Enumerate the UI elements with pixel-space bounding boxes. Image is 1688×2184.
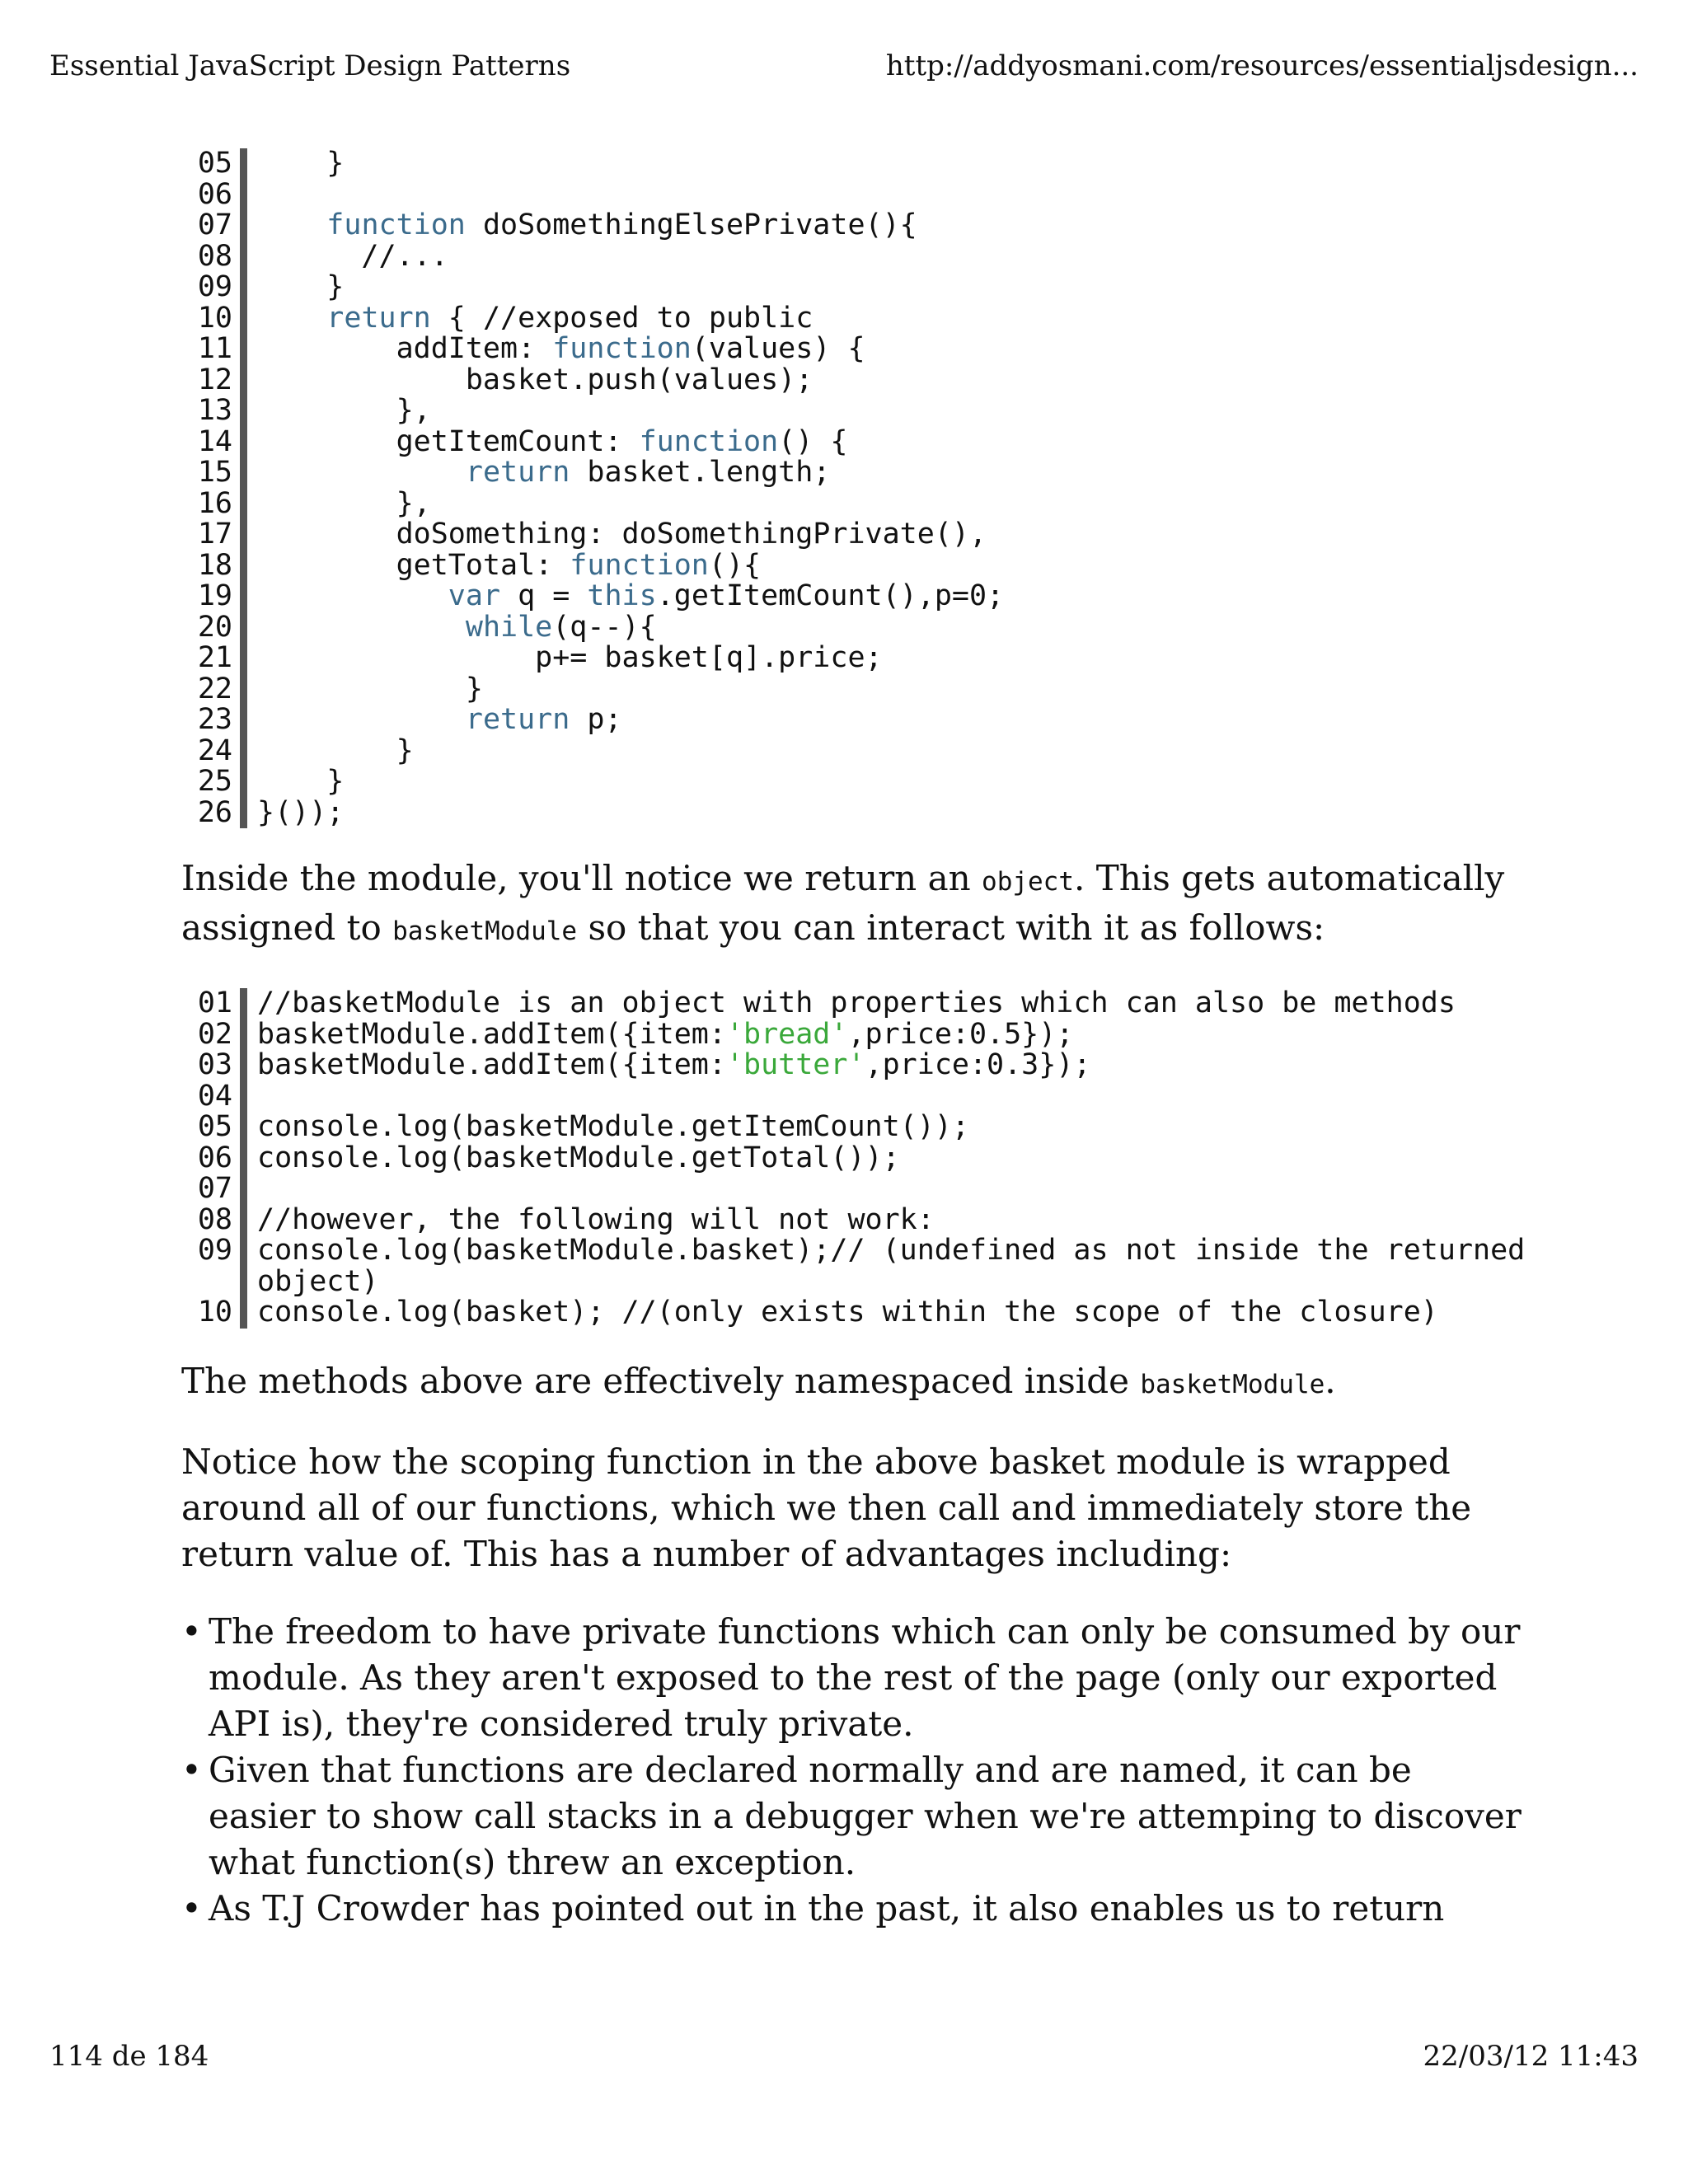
code-token: } <box>257 765 345 798</box>
gutter-bar <box>240 1112 247 1143</box>
code-text <box>257 1297 1438 1329</box>
code-text <box>257 486 431 520</box>
gutter-bar <box>240 612 247 644</box>
code-token: }, <box>257 394 431 427</box>
code-text <box>257 1081 274 1113</box>
paragraph-text: . <box>1325 1361 1336 1401</box>
code-text <box>257 210 917 241</box>
line-number: 10 <box>197 1296 232 1329</box>
line-number: 11 <box>197 332 232 365</box>
line-number: 08 <box>197 239 232 273</box>
gutter-bar <box>240 1174 247 1205</box>
code-token <box>257 703 466 736</box>
gutter-bar <box>240 674 247 705</box>
code-line <box>181 674 1004 705</box>
code-block-1 <box>181 148 1004 828</box>
line-number: 06 <box>197 1141 232 1174</box>
code-keyword: this <box>587 579 657 612</box>
code-token: //however, the following will not work: <box>257 1202 935 1236</box>
code-keyword: function <box>326 209 466 241</box>
code-text <box>257 733 414 767</box>
code-keyword: return <box>465 703 570 736</box>
code-token: doSomethingElsePrivate(){ <box>465 209 917 241</box>
code-text <box>257 643 883 674</box>
gutter-bar <box>240 210 247 241</box>
code-token: addItem: <box>257 332 553 365</box>
code-line <box>181 612 1004 644</box>
code-text <box>257 334 865 365</box>
code-line <box>181 457 1004 489</box>
line-number: 23 <box>197 703 232 736</box>
code-text <box>257 303 813 335</box>
gutter-bar <box>240 551 247 582</box>
gutter-bar <box>240 303 247 335</box>
advantages-list <box>181 1609 1525 1932</box>
code-line <box>181 643 1004 674</box>
gutter-bar <box>240 489 247 520</box>
code-text <box>257 1202 935 1236</box>
code-token: console.log(basketModule.getTotal()); <box>257 1141 900 1174</box>
line-number: 03 <box>197 1048 232 1081</box>
code-line <box>181 486 1004 520</box>
code-text <box>257 272 344 303</box>
code-token: }, <box>257 486 431 520</box>
code-line <box>181 519 1004 551</box>
line-number: 01 <box>197 987 232 1019</box>
list-item-text: As T.J Crowder has pointed out in the past, it also enables us to return <box>209 1888 1445 1929</box>
line-number: 07 <box>197 209 232 241</box>
code-token: console.log(basketModule.getItemCount()); <box>257 1110 969 1143</box>
code-text <box>257 1143 900 1174</box>
code-keyword: function <box>552 332 692 365</box>
code-text <box>257 988 1456 1019</box>
code-token: basketModule.addItem({item: <box>257 1017 726 1051</box>
bullet-icon: • <box>181 1888 202 1929</box>
code-line <box>181 210 1004 241</box>
code-text <box>257 1112 969 1143</box>
code-token: (){ <box>708 548 762 582</box>
code-line <box>181 548 1004 582</box>
code-token: () { <box>778 424 848 458</box>
list-item-text: Given that functions are declared normally and are named, it can be easier to show call stacks in a debugger when we're attemping to discover what function(s) threw an exception. <box>209 1750 1522 1882</box>
paragraph-scoping-function: Notice how the scoping function in the above basket module is wrapped around all of our functions, which we then call and immediately store the return value of. This has a number of advantages including: <box>181 1441 1472 1574</box>
line-number: 26 <box>197 795 232 829</box>
line-number: 15 <box>197 456 232 489</box>
gutter-bar <box>240 1205 247 1236</box>
code-line <box>181 1050 1535 1081</box>
footer-datetime: 22/03/12 11:43 <box>1423 2040 1639 2073</box>
code-line <box>181 733 1004 767</box>
code-keyword: return <box>465 456 570 489</box>
code-token <box>257 579 448 612</box>
paragraph-text: . This gets automatically assigned to <box>181 858 1505 948</box>
line-number: 17 <box>197 518 232 551</box>
header-url[interactable]: http://addyosmani.com/resources/essentialjsdesign... <box>885 49 1639 82</box>
gutter-bar <box>240 798 247 829</box>
gutter-bar <box>240 180 247 211</box>
code-line <box>181 795 1004 829</box>
header-title: Essential JavaScript Design Patterns <box>49 49 571 82</box>
code-token: } <box>257 733 414 767</box>
list-item <box>181 1747 1525 1886</box>
code-block-2 <box>181 987 1543 1329</box>
line-number: 04 <box>197 1079 232 1113</box>
code-token: (q--){ <box>552 610 657 644</box>
code-text <box>257 457 830 489</box>
gutter-bar <box>240 988 247 1019</box>
line-number: 13 <box>197 394 232 427</box>
gutter-bar <box>240 1235 247 1297</box>
code-token <box>257 611 466 644</box>
code-line <box>181 1297 1535 1329</box>
gutter-bar <box>240 334 247 365</box>
code-string: 'butter' <box>725 1048 865 1081</box>
paragraph-namespaced <box>181 1358 1517 1408</box>
line-number: 05 <box>197 147 232 180</box>
gutter-bar <box>240 148 247 180</box>
code-keyword: function <box>570 548 709 582</box>
code-text <box>257 581 1004 612</box>
code-token: //basketModule is an object with properties which can also be methods <box>257 987 1456 1019</box>
gutter-bar <box>240 1297 247 1329</box>
code-token <box>257 209 326 241</box>
line-number: 02 <box>197 1017 232 1051</box>
line-number: 24 <box>197 733 232 767</box>
code-token: console.log(basket); //(only exists within the scope of the closure) <box>257 1296 1438 1329</box>
line-number: 09 <box>197 270 232 303</box>
list-item-text: The freedom to have private functions which can only be consumed by our module. As they aren't exposed to the rest of the page (only our exported API is), they're considered truly private. <box>209 1611 1521 1744</box>
gutter-bar <box>240 581 247 612</box>
code-keyword: var <box>448 579 501 612</box>
line-number: 10 <box>197 301 232 335</box>
code-token: console.log(basketModule.basket);// (undefined as not inside the returned object) <box>257 1234 1543 1298</box>
code-token: doSomething: doSomethingPrivate(), <box>257 518 987 551</box>
code-token: getItemCount: <box>257 424 640 458</box>
code-token: basket.length; <box>570 456 831 489</box>
code-keyword: return <box>326 301 431 335</box>
code-line <box>181 1019 1535 1051</box>
line-number: 19 <box>197 579 232 612</box>
code-text <box>257 1019 1073 1051</box>
code-text <box>257 548 762 582</box>
code-token: } <box>257 270 345 303</box>
code-token <box>257 302 326 335</box>
code-text <box>257 795 345 829</box>
paragraph-module-return <box>181 855 1517 954</box>
code-line <box>181 1143 1535 1174</box>
code-text <box>257 519 987 551</box>
code-text <box>257 180 274 211</box>
code-line <box>181 581 1004 612</box>
gutter-bar <box>240 519 247 551</box>
code-text <box>257 1174 274 1205</box>
code-token: p+= basket[q].price; <box>257 641 883 674</box>
code-keyword: function <box>639 424 779 458</box>
line-number: 21 <box>197 641 232 674</box>
list-item <box>181 1609 1525 1747</box>
code-token: p; <box>570 703 622 736</box>
code-token <box>257 456 466 489</box>
gutter-bar <box>240 365 247 396</box>
gutter-bar <box>240 766 247 798</box>
inline-code: basketModule <box>392 916 578 946</box>
code-token: } <box>257 672 483 705</box>
code-token: .getItemCount(),p=0; <box>656 579 1005 612</box>
code-text <box>257 424 848 458</box>
footer-page-number: 114 de 184 <box>49 2040 209 2073</box>
bullet-icon: • <box>181 1750 202 1790</box>
code-line <box>181 334 1004 365</box>
code-token: { //exposed to public <box>430 301 814 335</box>
code-text <box>257 674 483 705</box>
gutter-bar <box>240 643 247 674</box>
code-text <box>257 396 431 427</box>
code-line <box>181 705 1004 736</box>
paragraph-text: Inside the module, you'll notice we return an <box>181 858 982 898</box>
code-text <box>257 148 344 180</box>
paragraph-text: The methods above are effectively namespaced inside <box>181 1361 1141 1401</box>
code-string: 'bread' <box>725 1017 848 1051</box>
line-number: 07 <box>197 1172 232 1205</box>
code-text <box>257 766 344 798</box>
gutter-bar <box>240 241 247 273</box>
line-number: 25 <box>197 765 232 798</box>
gutter-bar <box>240 705 247 736</box>
gutter-bar <box>240 427 247 458</box>
line-number: 06 <box>197 177 232 211</box>
line-number: 08 <box>197 1202 232 1236</box>
gutter-bar <box>240 1019 247 1051</box>
inline-code: basketModule <box>1140 1370 1325 1399</box>
code-text <box>257 365 813 396</box>
code-line <box>181 988 1535 1019</box>
line-number: 05 <box>197 1110 232 1143</box>
code-line <box>181 272 1004 303</box>
line-number: 12 <box>197 363 232 396</box>
gutter-bar <box>240 272 247 303</box>
code-line <box>181 241 1004 273</box>
code-text <box>257 1234 1543 1298</box>
gutter-bar <box>240 396 247 427</box>
code-keyword: while <box>465 610 553 644</box>
gutter-bar <box>240 1143 247 1174</box>
gutter-bar <box>240 457 247 489</box>
line-number: 16 <box>197 486 232 520</box>
code-line <box>181 365 1004 396</box>
line-number: 20 <box>197 610 232 644</box>
code-line <box>181 396 1004 427</box>
code-line <box>181 303 1004 335</box>
code-token: getTotal: <box>257 548 570 582</box>
code-token: //... <box>257 239 448 273</box>
code-line <box>181 1234 1543 1298</box>
paragraph-text: so that you can interact with it as follows: <box>577 907 1325 948</box>
line-number: 14 <box>197 424 232 458</box>
code-line <box>181 424 1004 458</box>
code-token: ,price:0.3}); <box>865 1048 1091 1081</box>
bullet-icon: • <box>181 1611 202 1652</box>
code-text <box>257 612 657 644</box>
gutter-bar <box>240 1050 247 1081</box>
code-token: }()); <box>257 795 345 829</box>
inline-code: object <box>982 867 1075 897</box>
code-line <box>181 766 1004 798</box>
code-text <box>257 1050 1090 1081</box>
line-number: 09 <box>197 1234 232 1267</box>
code-line <box>181 1112 1535 1143</box>
code-token: basketModule.addItem({item: <box>257 1048 726 1081</box>
list-item <box>181 1886 1525 1932</box>
code-token: basket.push(values); <box>257 363 814 396</box>
code-token: } <box>257 147 345 180</box>
code-line <box>181 177 1004 211</box>
code-token: ,price:0.5}); <box>847 1017 1074 1051</box>
code-text <box>257 705 622 736</box>
code-line <box>181 1174 1535 1205</box>
gutter-bar <box>240 736 247 767</box>
line-number: 18 <box>197 548 232 582</box>
code-text <box>257 241 448 273</box>
code-line <box>181 1081 1535 1113</box>
code-token: (values) { <box>691 332 865 365</box>
code-line <box>181 148 1004 180</box>
code-line <box>181 1202 1535 1236</box>
code-token: q = <box>500 579 588 612</box>
line-number: 22 <box>197 672 232 705</box>
gutter-bar <box>240 1081 247 1113</box>
